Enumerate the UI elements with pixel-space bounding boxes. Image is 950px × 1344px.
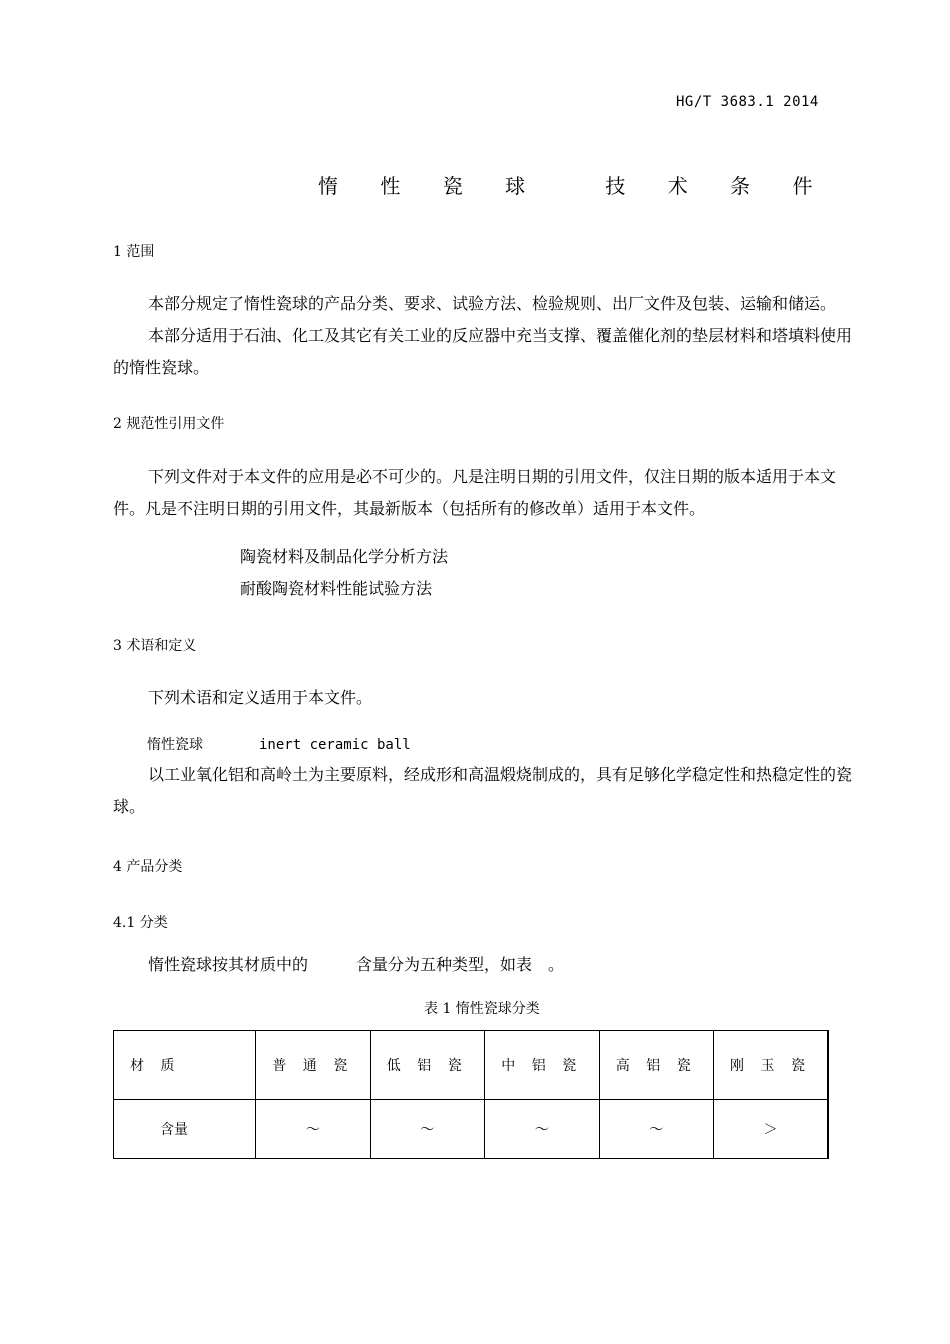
table-cell-value: ～: [485, 1100, 600, 1159]
table-cell-header: 低 铝 瓷: [370, 1031, 485, 1100]
section-2-paragraph-1: 下列文件对于本文件的应用是必不可少的。凡是注明日期的引用文件，仅注日期的版本适用于本文件。凡是不注明日期的引用文件，其最新版本（包括所有的修改单）适用于本文件。: [113, 467, 837, 518]
section-4-1-paragraph: 惰性瓷球按其材质中的 含量分为五种类型，如表 。: [148, 955, 565, 974]
section-1-paragraph-2: 本部分适用于石油、化工及其它有关工业的反应器中充当支撑、覆盖催化剂的垫层材料和塔填料使用的惰性瓷球。: [113, 326, 853, 377]
reference-item-2: 耐酸陶瓷材料性能试验方法: [240, 579, 433, 598]
table-cell-value: ～: [599, 1100, 714, 1159]
table-cell-header: 中 铝 瓷: [485, 1031, 600, 1100]
term-english: inert ceramic ball: [259, 737, 411, 753]
table-cell-value: ～: [370, 1100, 485, 1159]
term-chinese: 惰性瓷球: [147, 737, 203, 753]
reference-item-1: 陶瓷材料及制品化学分析方法: [240, 547, 449, 566]
table-cell-value: ＞: [714, 1100, 829, 1159]
classification-table: [113, 1030, 829, 1159]
section-1-paragraph-1: 本部分规定了惰性瓷球的产品分类、要求、试验方法、检验规则、出厂文件及包装、运输和储运。: [148, 294, 837, 313]
table-cell-header: 高 铝 瓷: [599, 1031, 714, 1100]
term-entry: [147, 734, 411, 754]
section-1-heading: 1 范围: [113, 244, 155, 260]
section-4-1-heading: 4.1 分类: [113, 915, 168, 931]
section-3-paragraph-1: 下列术语和定义适用于本文件。: [148, 688, 373, 707]
document-title: 惰 性 瓷 球 技 术 条 件: [318, 174, 831, 198]
term-definition: 以工业氧化铝和高岭土为主要原料，经成形和高温煅烧制成的，具有足够化学稳定性和热稳定性的瓷球。: [113, 765, 853, 816]
table-cell-header: 材 质: [114, 1031, 256, 1100]
table-cell-header: 刚 玉 瓷: [714, 1031, 829, 1100]
table-caption: 表 1 惰性瓷球分类: [424, 1001, 540, 1017]
section-3-heading: 3 术语和定义: [113, 638, 197, 654]
table-cell-value: ～: [256, 1100, 371, 1159]
table-row: [114, 1100, 829, 1159]
table-cell-header: 普 通 瓷: [256, 1031, 371, 1100]
table-row: [114, 1031, 829, 1100]
document-code: HG/T 3683.1 2014: [676, 94, 819, 110]
section-4-heading: 4 产品分类: [113, 859, 183, 875]
section-2-heading: 2 规范性引用文件: [113, 416, 225, 432]
table-cell-label: 含量: [114, 1100, 256, 1159]
